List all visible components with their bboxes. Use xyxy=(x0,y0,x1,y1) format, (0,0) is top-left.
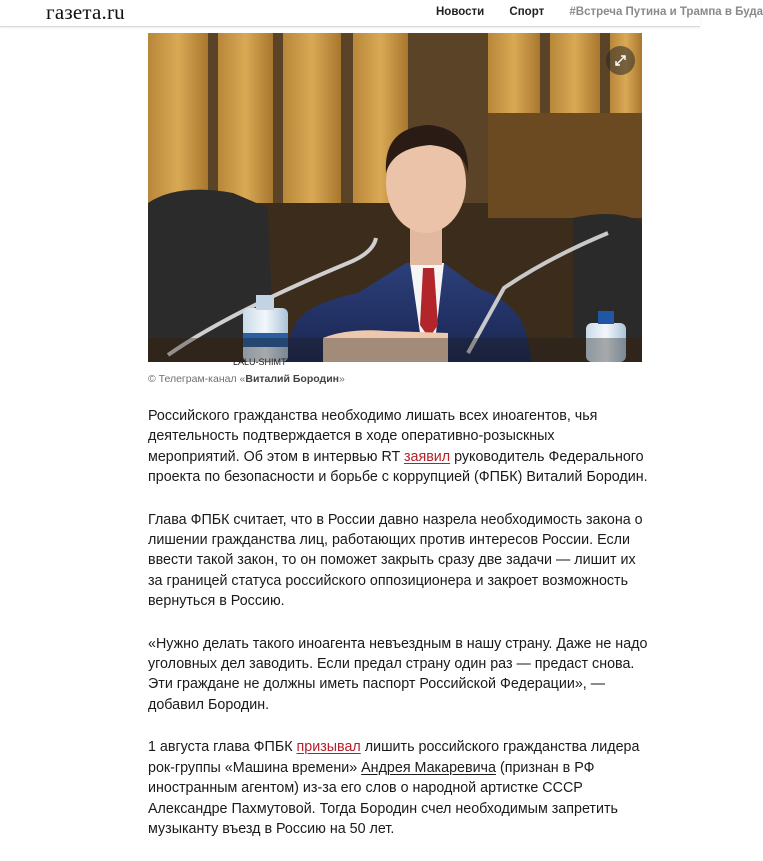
nav-item-news[interactable]: Новости xyxy=(436,6,485,18)
paragraph-3: «Нужно делать такого иноагента невъездным в нашу страну. Даже не надо уголовных дел заводить. Если предал страну один раз — предаст снова. Эти граждане не должны иметь паспорт Российской Федерации», — добавил Бородин. xyxy=(148,635,648,713)
top-nav xyxy=(436,6,763,18)
paragraph-1 xyxy=(148,406,648,488)
photo-caption xyxy=(148,373,345,385)
photo-illustration xyxy=(148,33,642,367)
link-prizyval[interactable]: призывал xyxy=(296,739,361,756)
paragraph-text: Российского гражданства необходимо лишать всех иноагентов, чья деятельность подтверждается в ходе оперативно-розыскных мероприятий. Об этом в интервью RT xyxy=(148,408,598,465)
caption-prefix: © Телеграм-канал « xyxy=(148,373,246,385)
link-makarevich[interactable]: Андрея Макаревича xyxy=(361,759,496,776)
paragraph-4 xyxy=(148,737,648,839)
paragraph-text: руководитель Федерального проекта по безопасности и борьбе с коррупцией (ФПБК) Виталий Бородин. xyxy=(148,448,648,486)
article-photo xyxy=(148,33,642,367)
link-zayavil[interactable]: заявил xyxy=(403,448,451,465)
nav-item-sport[interactable]: Спорт xyxy=(509,6,545,18)
site-header xyxy=(0,0,763,27)
paragraph-text: 1 августа глава ФПБК xyxy=(148,739,297,756)
expand-icon xyxy=(606,46,635,75)
caption-source: Виталий Бородин xyxy=(245,373,339,385)
expand-photo-button[interactable] xyxy=(606,46,635,75)
bottle-label: LALU-SHIMT xyxy=(233,357,287,367)
paragraph-text: (признан в РФ иностранным агентом) из-за его слов о народной артистке СССР Александре Пахмутовой. Тогда Бородин счел необходимым запретить музыканту въезд в Россию на 50 лет. xyxy=(148,759,618,837)
site-logo[interactable]: газета.ru xyxy=(46,0,125,24)
article-body xyxy=(148,406,648,861)
paragraph-text: лишить российского гражданства лидера рок-группы «Машина времени» xyxy=(148,739,640,776)
nav-item-hashtag[interactable]: #Встреча Путина и Трампа в Буда xyxy=(569,6,763,18)
paragraph-2: Глава ФПБК считает, что в России давно назрела необходимость закона о лишении гражданства лиц, работающих против интересов России. Если ввести такой закон, то он поможет закрыть сразу две задачи — лишит их за границей статуса российского оппозиционера и закроет возможность вернуться в Россию. xyxy=(148,511,643,610)
caption-suffix: » xyxy=(339,373,345,385)
